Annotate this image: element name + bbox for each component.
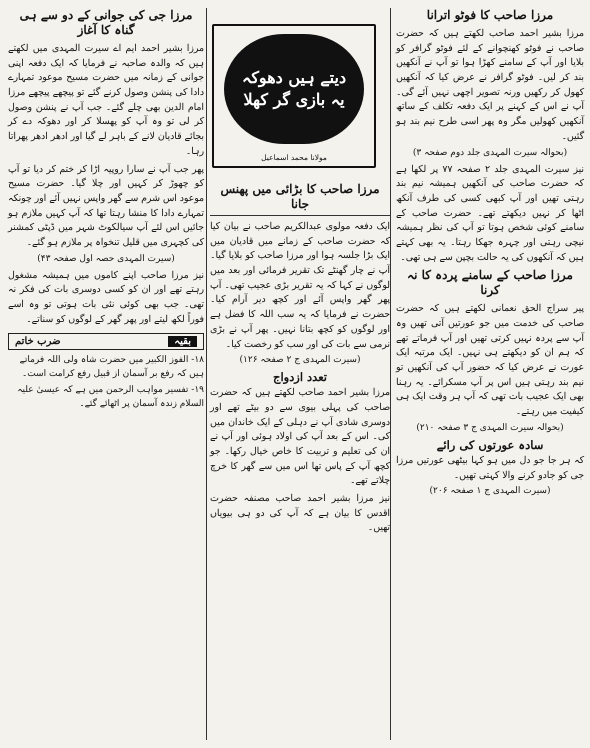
right-paragraph-1: مرزا بشیر احمد صاحب لکھتے ہیں کہ حضرت صاحب نے فوٹو کھنچوانے کے لئے فوٹو گرافر کو بلایا اور آپ کے سامنے کھڑا ہوا تو آپ نے آنکھیں بند کر لیں۔ فوٹو گرافر نے عرض کیا کہ آنکھیں کھول کر رکھیں ورنہ تصویر اچھی نہیں آئے گی۔ آپ نے اس کے کہنے پر ایک دفعہ تکلف کے ساتھ آنکھیں کھولیں مگر وہ پھر اسی طرح نیم بند ہو گئیں۔ <box>396 28 584 142</box>
right-citation-2: (بحوالہ سیرت المہدی ج ۳ صفحہ ۲۱۰) <box>416 422 564 433</box>
right-citation-3: (سیرت المہدی ج ۱ صفحہ ۲۰۶) <box>429 486 551 497</box>
right-headline-2: مرزا صاحب کے سامنے پردہ کا نہ کرنا <box>407 268 573 298</box>
middle-subheadline: تعدد ازدواج <box>273 370 327 385</box>
middle-headline: مرزا صاحب کا بڑائی میں پھنس جانا <box>210 182 390 216</box>
middle-paragraph-3: نیز مرزا بشیر احمد صاحب مصنفہ حضرت اقدس کا بیان ہے کہ آپ کی دو ہی بیویاں تھیں۔ <box>210 493 390 534</box>
left-paragraph-3: نیز مرزا صاحب اپنے کاموں میں ہمیشہ مشغول رہتے تھے اور ان کو کسی دوسری بات کی فکر نہ تھی۔ جب بھی کوئی نئی بات ہوتی تو وہ اسے فوراً لکھ لیتے اور پھر گھر کے لوگوں کو سناتے۔ <box>8 269 204 325</box>
continuation-title: ضرب خاتم <box>15 336 61 348</box>
middle-citation-1: (سیرت المہدی ج ۲ صفحہ ۱۲۶) <box>239 355 361 366</box>
left-paragraph-1: مرزا بشیر احمد ایم اے سیرت المہدی میں لکھتے ہیں کہ والدہ صاحبہ نے فرمایا کہ ایک دفعہ اپنی جوانی کے زمانہ میں حضرت مسیح موعود تمہارے دادا کی پنشن وصول کرنے گئے تو پیچھے پیچھے مرزا امام الدین بھی چلے گئے۔ جب آپ نے پنشن وصول کر لی تو وہ آپ کو پھسلا کر اور دھوکہ دے کر بجائے قادیان لانے کے باہر لے گیا اور ادھر ادھر پھراتا رہا۔ <box>8 43 204 157</box>
left-paragraph-2: پھر جب آپ نے سارا روپیہ اڑا کر ختم کر دیا تو آپ کو چھوڑ کر کہیں اور چلا گیا۔ حضرت مسیح موعود اس شرم سے گھر واپس نہیں آئے اور چونکہ تمہارے دادا کا منشا رہتا تھا کہ آپ کہیں ملازم ہو جائیں اس لئے آپ سیالکوٹ شہر میں ڈپٹی کمشنر کی کچہری میں قلیل تنخواہ پر ملازم ہو گئے۔ <box>8 163 204 248</box>
middle-column <box>210 180 390 539</box>
left-citation-1: (سیرت المہدی حصہ اول صفحہ ۴۳) <box>37 253 175 264</box>
right-paragraph-4: کہ ہر جا جو دل میں ہو کہا بیٹھی عورتیں مرزا جی کو جادو کرنے والا کہتی تھیں۔ <box>396 454 584 481</box>
right-paragraph-2: نیز سیرت المہدی جلد ۲ صفحہ ۷۷ پر لکھا ہے کہ حضرت صاحب کی آنکھیں ہمیشہ نیم بند رہتی تھیں اور آپ کبھی کسی کی طرف آنکھ اٹھا کر نہیں دیکھتے تھے۔ حضرت صاحب کے سامنے کوئی شخص ہوتا تو آپ کی نظر ہمیشہ نیچی رہتی اور چہرہ جھکا رہتا۔ یہ بھی کہتے ہیں کہ آنکھوں کی یہ حالت بچپن سے ہی تھی۔ <box>396 163 585 263</box>
right-paragraph-3: پیر سراج الحق نعمانی لکھتے ہیں کہ حضرت صاحب کی خدمت میں جو عورتیں آتی تھیں وہ آپ سے پردہ نہیں کرتی تھیں اور آپ فرماتے تھے کہ ہم ان کو دیکھتے ہی نہیں۔ ایک مرتبہ ایک عورت نے عرض کیا کہ حضور آپ کی آنکھیں تو نیم بند رہتی ہیں اس پر آپ مسکرائے۔ یہ رہنا بھی ایک عجیب بات تھی کہ آپ ہر وقت ایک ہی کیفیت میں رہتے۔ <box>396 303 584 418</box>
middle-paragraph-2: مرزا بشیر احمد صاحب لکھتے ہیں کہ حضرت صاحب کی پہلی بیوی سے دو بیٹے تھے اور دوسری شادی آپ نے دہلی کے ایک خاندان میں کی۔ اس کے بعد آپ کی اولاد ہوئی اور آپ نے ان کی تعلیم و تربیت کا خاص خیال رکھا۔ جو کچھ آپ کے پاس تھا اس میں سے گھر کا خرچ چلاتے تھے۔ <box>210 387 390 487</box>
left-headline: مرزا جی کی جوانی کے دو سے ہی گناہ کا آغاز <box>19 8 193 37</box>
title-emblem <box>224 34 364 144</box>
title-box <box>212 24 376 168</box>
column-divider-right <box>390 8 391 740</box>
footnote-18: ۱۸- الفوز الکبیر میں حضرت شاہ ولی اللہ فرماتے ہیں کہ رفع بر آسمان از قبیل رفع کرامت است۔ <box>19 355 204 380</box>
left-column <box>8 6 204 742</box>
continuation-badge: بقیہ <box>168 336 197 347</box>
title-line-1: دیتے ہیں دھوکہ <box>241 68 347 88</box>
middle-paragraph-1: ایک دفعہ مولوی عبدالکریم صاحب نے بیان کیا کہ حضرت صاحب کے زمانے میں قادیان میں ایک بڑا جلسہ ہوا اور مرزا صاحب کو بلایا گیا۔ آپ نے چار گھنٹے تک تقریر فرمائی اور بعد میں لوگوں نے کہا کہ یہ تقریر بڑی عجیب تھی۔ آپ پھر گھر واپس آئے اور کچھ دیر آرام کیا۔ حضرت نے فرمایا کہ یہ سب اللہ کا فضل ہے اور لوگوں کو کچھ بتانا نہیں۔ پھر آپ نے بڑی نرمی سے بات کی اور سب کو رخصت کیا۔ <box>210 221 390 350</box>
right-headline: مرزا صاحب کا فوٹو اترانا <box>426 8 554 22</box>
right-citation-1: (بحوالہ سیرت المہدی جلد دوم صفحہ ۳) <box>412 147 568 158</box>
column-divider-left <box>206 8 207 740</box>
right-column <box>396 6 584 742</box>
footnote-19: ۱۹- تفسیر مواہب الرحمن میں ہے کہ عیسیٰ علیہ السلام زندہ آسمان پر اٹھائے گئے۔ <box>17 385 204 410</box>
title-line-2: یہ بازی گر کھلا <box>243 90 345 109</box>
title-credit: مولانا محمد اسماعیل <box>261 153 327 162</box>
right-section-title: سادہ عورتوں کی رائے <box>436 437 544 452</box>
continuation-banner <box>8 333 204 350</box>
